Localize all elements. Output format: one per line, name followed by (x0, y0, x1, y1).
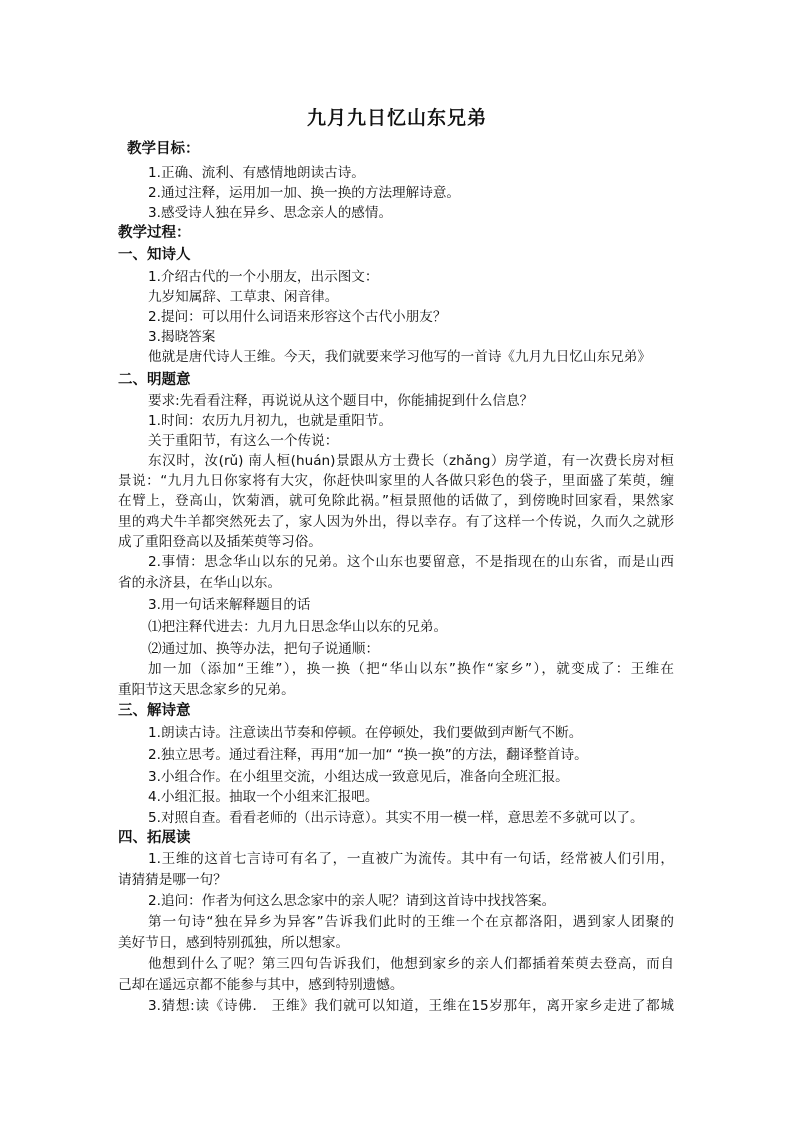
story-line: 里的鸡犬牛羊都突然死去了，家人因为外出，得以幸存。有了这样一个传说，久而久之就形 (118, 514, 674, 530)
paragraph-line: 关于重阳节，有这么一个传说： (148, 433, 339, 449)
paragraph-line: 3.用一句话来解释题目的话 (148, 597, 311, 613)
paragraph-line: 3.揭晓答案 (148, 329, 216, 345)
paragraph-line: 他想到什么了呢？第三四句告诉我们，他想到家乡的亲人们都插着茱萸去登高，而自 (148, 956, 674, 972)
paragraph-line: 第一句诗“独在异乡为异客”告诉我们此时的王维一个在京都洛阳，遇到家人团聚的 (148, 914, 674, 930)
paragraph-line: 重阳节这天思念家乡的兄弟。 (118, 682, 295, 698)
step-item: 1.朗读古诗。注意读出节奏和停顿。在停顿处，我们要做到声断气不断。 (148, 725, 583, 741)
paragraph-line: 2.提问：可以用什么词语来形容这个古代小朋友？ (148, 309, 447, 325)
paragraph-line: 加一加（添加“王维”），换一换（把“华山以东”换作“家乡”），就变成了：王维在 (148, 661, 674, 677)
process-heading: 教学过程： (118, 225, 191, 241)
objectives-heading: 教学目标： (127, 141, 200, 157)
section-heading: 四、拓展读 (118, 830, 191, 846)
paragraph-line: 省的永济县，在华山以东。 (118, 575, 282, 591)
paragraph-line: 美好节日，感到特别孤独，所以想家。 (118, 935, 350, 951)
section-heading: 一、知诗人 (118, 247, 191, 263)
story-line: 在臂上，登高山，饮菊酒，就可免除此祸。”桓景照他的话做了，到傍晚时回家看，果然家 (118, 493, 674, 509)
story-line: 东汉时，汝(rǔ) 南人桓(huán)景跟从方士费长（zhǎng）房学道，有一次费长房对桓 (148, 453, 674, 469)
paragraph-line: 九岁知属辞、工草隶、闲音律。 (148, 289, 339, 305)
story-line: 成了重阳登高以及插茱萸等习俗。 (118, 534, 322, 550)
paragraph-line: 请猜猜是哪一句？ (118, 872, 227, 888)
paragraph-line: 1.时间：农历九月初九，也就是重阳节。 (148, 413, 393, 429)
objective-item: 3.感受诗人独在异乡、思念亲人的感情。 (148, 205, 393, 221)
paragraph-line: 1.介绍古代的一个小朋友，出示图文： (148, 269, 379, 285)
step-item: 2.独立思考。通过看注释，再用“加一加“ “换一换”的方法，翻译整首诗。 (148, 747, 588, 763)
story-line: 景说：“九月九日你家将有大灾，你赶快叫家里的人各做只彩色的袋子，里面盛了茱萸，缠 (118, 473, 674, 489)
paragraph-line: 2.事情：思念华山以东的兄弟。这个山东也要留意，不是指现在的山东省，而是山西 (148, 554, 674, 570)
paragraph-line: 1.王维的这首七言诗可有名了，一直被广为流传。其中有一句话，经常被人们引用， (148, 851, 674, 867)
paragraph-line: 要求:先看看注释，再说说从这个题目中，你能捕捉到什么信息？ (148, 393, 534, 409)
document-title: 九月九日忆山东兄弟 (306, 107, 487, 129)
paragraph-line: 己却在遥远京都不能参与其中，感到特别遗憾。 (118, 977, 404, 993)
step-item: 4.小组汇报。抽取一个小组来汇报吧。 (148, 789, 379, 805)
paragraph-line: ⑵通过加、换等办法，把句子说通顺： (148, 641, 380, 657)
paragraph-line: 2.追问：作者为何这么思念家中的亲人呢？请到这首诗中找找答案。 (148, 893, 556, 909)
paragraph-line: 他就是唐代诗人王维。今天，我们就要来学习他写的一首诗《九月九日忆山东兄弟》 (148, 349, 651, 365)
step-item: 5.对照自查。看看老师的（出示诗意）。其实不用一模一样，意思差不多就可以了。 (148, 810, 644, 826)
section-heading: 二、明题意 (118, 372, 191, 388)
section-heading: 三、解诗意 (118, 703, 191, 719)
objective-item: 2.通过注释，运用加一加、换一换的方法理解诗意。 (148, 185, 461, 201)
paragraph-line: 3.猜想:读《诗佛． 王维》我们就可以知道，王维在15岁那年，离开家乡走进了都城 (148, 998, 674, 1014)
paragraph-line: ⑴把注释代进去：九月九日思念华山以东的兄弟。 (148, 619, 448, 635)
step-item: 3.小组合作。在小组里交流，小组达成一致意见后，准备向全班汇报。 (148, 769, 569, 785)
objective-item: 1.正确、流利、有感情地朗读古诗。 (148, 165, 365, 181)
